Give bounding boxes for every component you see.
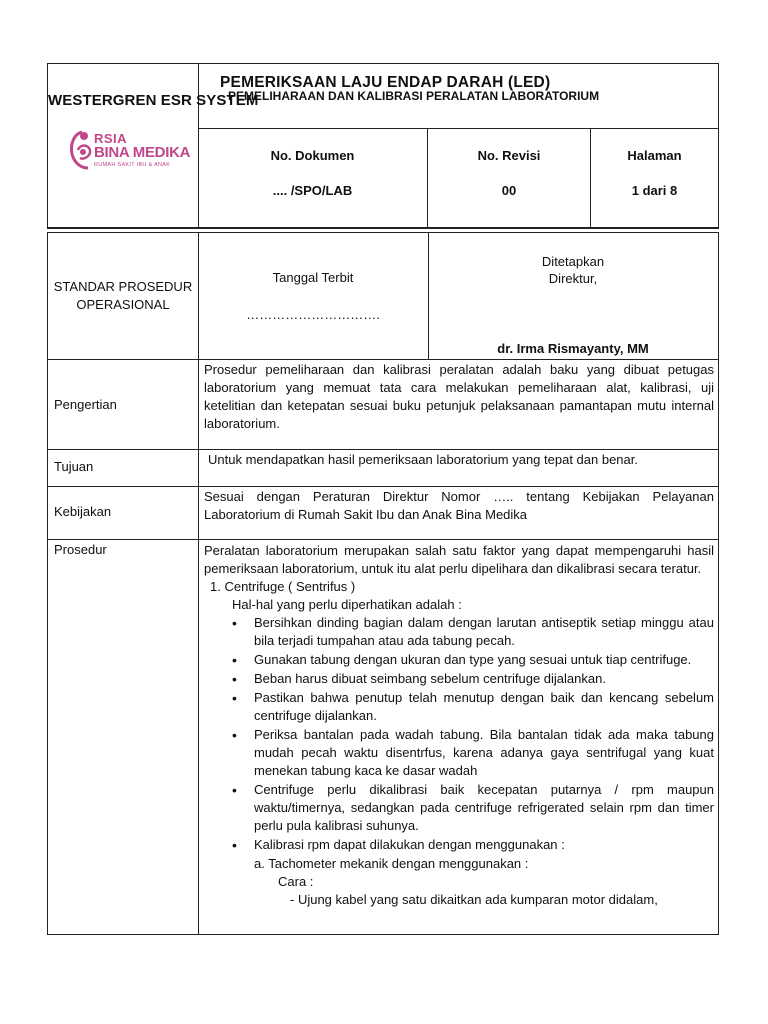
prosedur-intro: Peralatan laboratorium merupakan salah satu faktor yang dapat mempengaruhi hasil pemeriksaan laboratorium, untuk itu alat perlu dipelihara dan dikalibrasi secara teratur. [204,543,714,576]
pengertian-label: Pengertian [54,397,117,412]
logo-bina-medika: BINA MEDIKA [94,144,191,161]
halaman-label: Halaman [627,148,682,163]
row-divider [48,539,718,540]
title-left: WESTERGREN ESR SYSTEM [48,92,259,109]
no-dokumen-value: .... /SPO/LAB [272,183,353,198]
ditetapkan-block [428,253,718,287]
sop-label [48,278,198,314]
no-revisi-cell [428,128,591,227]
jabatan-label: Direktur, [548,271,598,286]
pengertian-text: Prosedur pemeliharaan dan kalibrasi peralatan adalah baku yang dibuat petugas laboratorium yang memuat tata cara melakukan pemeliharaan alat, kalibrasi, uji ketelitian dan ketepatan sesuai buku petunjuk pelaksanaan pamantapan mutu internal laboratorium. [204,362,714,431]
prosedur-item-1: 1. Centrifuge ( Sentrifus ) [210,579,356,594]
title-row [48,64,718,129]
row-divider [48,359,718,360]
tanggal-terbit-label: Tanggal Terbit [272,270,354,285]
cara-step-1: - Ujung kabel yang satu dikaitkan ada kumparan motor didalam, [290,892,658,907]
hospital-logo [68,128,191,176]
title-sub: PEMELIHARAAN DAN KALIBRASI PERALATAN LABORATORIUM [228,89,600,103]
no-revisi-label: No. Revisi [477,148,541,163]
logo-cell [48,64,199,227]
list-item: • Centrifuge perlu dikalibrasi baik kecepatan putarnya / rpm maupun waktu/timernya, sedangkan pada centrifuge refrigerated selain rpm dan timer perlu pula kalibrasi suhunya. [204,781,714,835]
prosedur-content [204,542,714,909]
cara-label: Cara : [278,874,314,889]
row-divider [48,449,718,450]
director-name: dr. Irma Rismayanty, MM [497,341,649,356]
logo-rsia: RSIA [94,131,128,146]
title-top: PEMERIKSAAN LAJU ENDAP DARAH (LED) [220,74,551,91]
kebijakan-label: Kebijakan [54,504,112,519]
sop-label-line2: OPERASIONAL [76,297,170,312]
list-item: • Pastikan bahwa penutup telah menutup dengan baik dan kencang sebelum centrifuge dijalankan. [204,689,714,725]
row-divider [48,486,718,487]
column-divider [198,233,199,934]
halaman-value: 1 dari 8 [631,183,678,198]
prosedur-label: Prosedur [54,542,107,557]
no-revisi-value: 00 [501,183,517,198]
sop-table [47,232,719,935]
list-item: • Bersihkan dinding bagian dalam dengan larutan antiseptik setiap minggu atau bila terjadi tumpahan atau ada tabung pecah. [204,614,714,650]
tujuan-text: Untuk mendapatkan hasil pemeriksaan laboratorium yang tepat dan benar. [208,452,638,467]
list-item: • Beban harus dibuat seimbang sebelum centrifuge dijalankan. [204,670,714,688]
list-item: • Periksa bantalan pada wadah tabung. Bila bantalan tidak ada maka tabung mudah pecah waktu disentrfus, karena adanya gaya sentrifugal yang kuat menekan tabung kaca ke dasar wadah [204,726,714,780]
list-item: • Kalibrasi rpm dapat dilakukan dengan menggunakan : [204,836,714,854]
tujuan-label: Tujuan [54,459,94,474]
tanggal-terbit-value: …………………………. [246,307,380,322]
mother-child-icon [68,128,94,172]
prosedur-item-1-sub: Hal-hal yang perlu diperhatikan adalah : [232,597,462,612]
sop-label-line1: STANDAR PROSEDUR [53,279,193,294]
prosedur-bullet-list [204,614,714,854]
kebijakan-text: Sesuai dengan Peraturan Direktur Nomor ….. tentang Kebijakan Pelayanan Laboratorium di Rumah Sakit Ibu dan Anak Bina Medika [204,489,714,522]
no-dokumen-label: No. Dokumen [270,148,355,163]
logo-subtitle: RUMAH SAKIT IBU & ANAK [94,162,171,168]
prosedur-sub-a: a. Tachometer mekanik dengan menggunakan : [254,856,529,871]
document-header [47,63,719,228]
halaman-cell [591,128,718,227]
ditetapkan-label: Ditetapkan [541,254,605,269]
no-dokumen-cell [198,128,428,227]
list-item: • Gunakan tabung dengan ukuran dan type yang sesuai untuk tiap centrifuge. [204,651,714,669]
